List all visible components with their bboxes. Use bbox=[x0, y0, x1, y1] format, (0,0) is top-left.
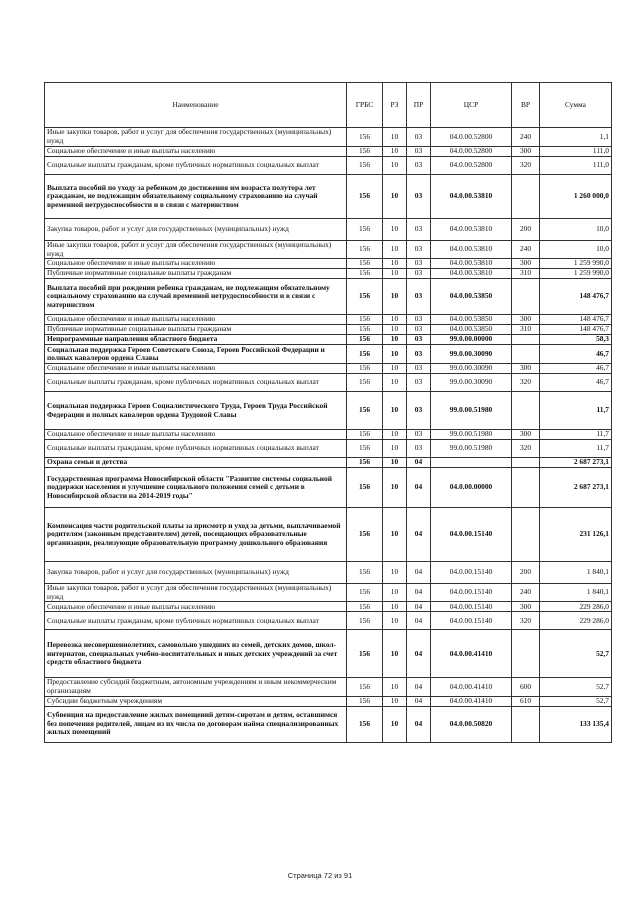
table-row bbox=[45, 392, 612, 430]
cell-sum: 148 476,7 bbox=[540, 325, 612, 335]
cell-vr: 600 bbox=[512, 678, 540, 696]
cell-vr bbox=[512, 458, 540, 468]
cell-grbs: 156 bbox=[347, 241, 383, 259]
cell-name: Социальное обеспечение и иные выплаты населению bbox=[45, 259, 347, 269]
cell-grbs: 156 bbox=[347, 128, 383, 147]
cell-name: Непрограммные направления областного бюджета bbox=[45, 335, 347, 345]
cell-name: Социальное обеспечение и иные выплаты населению bbox=[45, 430, 347, 440]
cell-grbs: 156 bbox=[347, 602, 383, 612]
cell-sum: 10,0 bbox=[540, 241, 612, 259]
header-csr: ЦСР bbox=[431, 83, 512, 128]
cell-rz: 10 bbox=[383, 374, 407, 392]
cell-vr bbox=[512, 468, 540, 508]
cell-vr: 300 bbox=[512, 259, 540, 269]
cell-rz: 10 bbox=[383, 315, 407, 325]
cell-pr: 03 bbox=[407, 279, 431, 315]
cell-grbs: 156 bbox=[347, 325, 383, 335]
cell-sum: 11,7 bbox=[540, 392, 612, 430]
cell-name: Закупка товаров, работ и услуг для государственных (муниципальных) нужд bbox=[45, 562, 347, 584]
cell-rz: 10 bbox=[383, 440, 407, 458]
cell-vr: 300 bbox=[512, 602, 540, 612]
cell-pr: 03 bbox=[407, 430, 431, 440]
cell-csr: 04.0.00.15140 bbox=[431, 508, 512, 562]
table-header-row bbox=[45, 83, 612, 128]
cell-grbs: 156 bbox=[347, 458, 383, 468]
cell-vr: 610 bbox=[512, 696, 540, 706]
cell-name: Закупка товаров, работ и услуг для государственных (муниципальных) нужд bbox=[45, 219, 347, 241]
cell-csr: 04.0.00.41410 bbox=[431, 630, 512, 678]
header-vr: ВР bbox=[512, 83, 540, 128]
table-row bbox=[45, 468, 612, 508]
cell-name: Субвенция на предоставление жилых помещений детям-сиротам и детям, оставшимся без попечения родителей, лицам из их числа по договорам найма специализированных жилых помещений bbox=[45, 706, 347, 742]
table-row bbox=[45, 602, 612, 612]
cell-name: Социальные выплаты гражданам, кроме публичных нормативных социальных выплат bbox=[45, 440, 347, 458]
cell-csr: 04.0.00.52800 bbox=[431, 128, 512, 147]
cell-grbs: 156 bbox=[347, 612, 383, 630]
cell-vr bbox=[512, 392, 540, 430]
cell-grbs: 156 bbox=[347, 279, 383, 315]
cell-name: Социальное обеспечение и иные выплаты населению bbox=[45, 602, 347, 612]
table-row bbox=[45, 241, 612, 259]
table-row bbox=[45, 315, 612, 325]
table-row bbox=[45, 508, 612, 562]
cell-sum: 11,7 bbox=[540, 440, 612, 458]
cell-csr: 04.0.00.53810 bbox=[431, 175, 512, 219]
cell-pr: 04 bbox=[407, 468, 431, 508]
cell-sum: 52,7 bbox=[540, 696, 612, 706]
cell-rz: 10 bbox=[383, 279, 407, 315]
cell-vr: 310 bbox=[512, 325, 540, 335]
cell-grbs: 156 bbox=[347, 364, 383, 374]
header-name: Наименование bbox=[45, 83, 347, 128]
cell-name: Субсидии бюджетным учреждениям bbox=[45, 696, 347, 706]
table-row bbox=[45, 440, 612, 458]
cell-csr: 04.0.00.41410 bbox=[431, 678, 512, 696]
cell-rz: 10 bbox=[383, 584, 407, 602]
cell-pr: 03 bbox=[407, 335, 431, 345]
cell-name: Социальные выплаты гражданам, кроме публичных нормативных социальных выплат bbox=[45, 374, 347, 392]
cell-csr: 04.0.00.53850 bbox=[431, 315, 512, 325]
cell-name: Публичные нормативные социальные выплаты гражданам bbox=[45, 269, 347, 279]
cell-grbs: 156 bbox=[347, 562, 383, 584]
cell-vr: 320 bbox=[512, 440, 540, 458]
cell-pr: 03 bbox=[407, 364, 431, 374]
table-row bbox=[45, 157, 612, 175]
cell-vr bbox=[512, 279, 540, 315]
table-row bbox=[45, 335, 612, 345]
cell-pr: 03 bbox=[407, 440, 431, 458]
table-row bbox=[45, 612, 612, 630]
table-row bbox=[45, 147, 612, 157]
cell-rz: 10 bbox=[383, 508, 407, 562]
table-row bbox=[45, 630, 612, 678]
cell-rz: 10 bbox=[383, 335, 407, 345]
cell-sum: 52,7 bbox=[540, 630, 612, 678]
cell-name: Выплата пособий по уходу за ребенком до достижения им возраста полутора лет гражданам, не подлежащим обязательному социальному страхованию на случай временной нетрудоспособности и в связи с материнством bbox=[45, 175, 347, 219]
cell-pr: 04 bbox=[407, 678, 431, 696]
cell-csr: 04.0.00.41410 bbox=[431, 696, 512, 706]
cell-csr: 04.0.00.53850 bbox=[431, 279, 512, 315]
cell-csr: 04.0.00.15140 bbox=[431, 612, 512, 630]
cell-name: Перевозка несовершеннолетних, самовольно ушедших из семей, детских домов, школ-интернатов, специальных учебно-воспитательных и иных детских учреждений за счет средств областного бюджета bbox=[45, 630, 347, 678]
table-row bbox=[45, 678, 612, 696]
cell-csr: 04.0.00.52800 bbox=[431, 147, 512, 157]
cell-name: Социальная поддержка Героев Советского Союза, Героев Российской Федерации и полных кавалеров ордена Славы bbox=[45, 345, 347, 364]
cell-grbs: 156 bbox=[347, 392, 383, 430]
cell-vr: 200 bbox=[512, 562, 540, 584]
budget-table bbox=[44, 82, 612, 743]
header-pr: ПР bbox=[407, 83, 431, 128]
cell-pr: 03 bbox=[407, 128, 431, 147]
table-row bbox=[45, 364, 612, 374]
cell-rz: 10 bbox=[383, 157, 407, 175]
cell-pr: 03 bbox=[407, 315, 431, 325]
cell-vr: 320 bbox=[512, 374, 540, 392]
cell-sum: 1 259 990,0 bbox=[540, 269, 612, 279]
cell-vr bbox=[512, 630, 540, 678]
cell-name: Публичные нормативные социальные выплаты гражданам bbox=[45, 325, 347, 335]
cell-vr bbox=[512, 175, 540, 219]
table-row bbox=[45, 175, 612, 219]
cell-pr: 03 bbox=[407, 374, 431, 392]
cell-pr: 03 bbox=[407, 219, 431, 241]
cell-pr: 04 bbox=[407, 458, 431, 468]
header-rz: РЗ bbox=[383, 83, 407, 128]
cell-grbs: 156 bbox=[347, 175, 383, 219]
cell-sum: 1 840,1 bbox=[540, 562, 612, 584]
cell-pr: 03 bbox=[407, 269, 431, 279]
cell-csr: 04.0.00.53810 bbox=[431, 259, 512, 269]
table-row bbox=[45, 430, 612, 440]
cell-sum: 10,0 bbox=[540, 219, 612, 241]
cell-csr: 99.0.00.00000 bbox=[431, 335, 512, 345]
cell-vr bbox=[512, 345, 540, 364]
cell-vr: 300 bbox=[512, 364, 540, 374]
cell-rz: 10 bbox=[383, 175, 407, 219]
cell-rz: 10 bbox=[383, 147, 407, 157]
cell-csr: 04.0.00.53810 bbox=[431, 219, 512, 241]
cell-csr: 99.0.00.30090 bbox=[431, 345, 512, 364]
cell-name: Иные закупки товаров, работ и услуг для обеспечения государственных (муниципальных) нужд bbox=[45, 241, 347, 259]
cell-rz: 10 bbox=[383, 241, 407, 259]
cell-grbs: 156 bbox=[347, 315, 383, 325]
budget-sheet bbox=[44, 82, 611, 743]
table-row bbox=[45, 259, 612, 269]
cell-csr: 04.0.00.53850 bbox=[431, 325, 512, 335]
cell-sum: 58,3 bbox=[540, 335, 612, 345]
table-body bbox=[45, 128, 612, 743]
cell-grbs: 156 bbox=[347, 508, 383, 562]
cell-pr: 04 bbox=[407, 706, 431, 742]
cell-rz: 10 bbox=[383, 364, 407, 374]
cell-grbs: 156 bbox=[347, 335, 383, 345]
cell-sum: 229 286,0 bbox=[540, 612, 612, 630]
cell-rz: 10 bbox=[383, 219, 407, 241]
cell-pr: 04 bbox=[407, 630, 431, 678]
cell-rz: 10 bbox=[383, 458, 407, 468]
cell-vr: 240 bbox=[512, 128, 540, 147]
cell-grbs: 156 bbox=[347, 468, 383, 508]
cell-sum: 133 135,4 bbox=[540, 706, 612, 742]
cell-rz: 10 bbox=[383, 696, 407, 706]
cell-pr: 03 bbox=[407, 325, 431, 335]
cell-csr: 04.0.00.15140 bbox=[431, 562, 512, 584]
cell-vr bbox=[512, 706, 540, 742]
cell-sum: 148 476,7 bbox=[540, 279, 612, 315]
cell-vr: 310 bbox=[512, 269, 540, 279]
cell-sum: 111,0 bbox=[540, 147, 612, 157]
cell-csr: 99.0.00.51980 bbox=[431, 430, 512, 440]
table-row bbox=[45, 696, 612, 706]
cell-csr bbox=[431, 458, 512, 468]
cell-grbs: 156 bbox=[347, 269, 383, 279]
cell-rz: 10 bbox=[383, 562, 407, 584]
cell-name: Компенсация части родительской платы за присмотр и уход за детьми, выплачиваемой родителям (законным представителям) детей, посещающих образовательные организации, реализующие образовательную программу дошкольного образования bbox=[45, 508, 347, 562]
cell-vr: 320 bbox=[512, 157, 540, 175]
cell-rz: 10 bbox=[383, 259, 407, 269]
cell-sum: 229 286,0 bbox=[540, 602, 612, 612]
cell-pr: 04 bbox=[407, 508, 431, 562]
cell-sum: 2 687 273,1 bbox=[540, 458, 612, 468]
cell-name: Иные закупки товаров, работ и услуг для обеспечения государственных (муниципальных) нужд bbox=[45, 128, 347, 147]
cell-name: Иные закупки товаров, работ и услуг для обеспечения государственных (муниципальных) нужд bbox=[45, 584, 347, 602]
cell-pr: 04 bbox=[407, 584, 431, 602]
cell-csr: 99.0.00.51980 bbox=[431, 392, 512, 430]
cell-vr: 320 bbox=[512, 612, 540, 630]
cell-sum: 1 259 990,0 bbox=[540, 259, 612, 269]
table-row bbox=[45, 325, 612, 335]
cell-name: Охрана семьи и детства bbox=[45, 458, 347, 468]
table-row bbox=[45, 219, 612, 241]
cell-pr: 04 bbox=[407, 602, 431, 612]
cell-grbs: 156 bbox=[347, 430, 383, 440]
cell-csr: 04.0.00.53810 bbox=[431, 269, 512, 279]
cell-rz: 10 bbox=[383, 430, 407, 440]
cell-vr: 300 bbox=[512, 147, 540, 157]
cell-rz: 10 bbox=[383, 269, 407, 279]
cell-pr: 04 bbox=[407, 562, 431, 584]
cell-sum: 148 476,7 bbox=[540, 315, 612, 325]
cell-grbs: 156 bbox=[347, 345, 383, 364]
cell-vr: 300 bbox=[512, 315, 540, 325]
cell-name: Предоставление субсидий бюджетным, автономным учреждениям и иным некоммерческим организациям bbox=[45, 678, 347, 696]
cell-grbs: 156 bbox=[347, 440, 383, 458]
cell-name: Социальные выплаты гражданам, кроме публичных нормативных социальных выплат bbox=[45, 612, 347, 630]
cell-name: Социальное обеспечение и иные выплаты населению bbox=[45, 147, 347, 157]
table-row bbox=[45, 562, 612, 584]
cell-name: Выплата пособий при рождении ребенка гражданам, не подлежащим обязательному социальному страхованию на случай временной нетрудоспособности и в связи с материнством bbox=[45, 279, 347, 315]
cell-vr: 240 bbox=[512, 241, 540, 259]
cell-csr: 04.0.00.52800 bbox=[431, 157, 512, 175]
cell-vr: 240 bbox=[512, 584, 540, 602]
cell-rz: 10 bbox=[383, 630, 407, 678]
header-sum: Сумма bbox=[540, 83, 612, 128]
cell-csr: 04.0.00.50820 bbox=[431, 706, 512, 742]
cell-pr: 03 bbox=[407, 345, 431, 364]
cell-rz: 10 bbox=[383, 325, 407, 335]
cell-rz: 10 bbox=[383, 345, 407, 364]
cell-sum: 231 126,1 bbox=[540, 508, 612, 562]
cell-sum: 1,1 bbox=[540, 128, 612, 147]
cell-rz: 10 bbox=[383, 678, 407, 696]
table-row bbox=[45, 584, 612, 602]
cell-pr: 04 bbox=[407, 696, 431, 706]
cell-sum: 111,0 bbox=[540, 157, 612, 175]
cell-pr: 03 bbox=[407, 392, 431, 430]
cell-grbs: 156 bbox=[347, 219, 383, 241]
cell-grbs: 156 bbox=[347, 678, 383, 696]
table-row bbox=[45, 279, 612, 315]
cell-sum: 2 687 273,1 bbox=[540, 468, 612, 508]
table-row bbox=[45, 345, 612, 364]
header-grbs: ГРБС bbox=[347, 83, 383, 128]
cell-rz: 10 bbox=[383, 602, 407, 612]
table-row bbox=[45, 128, 612, 147]
cell-csr: 04.0.00.15140 bbox=[431, 584, 512, 602]
table-row bbox=[45, 269, 612, 279]
cell-vr bbox=[512, 335, 540, 345]
cell-name: Социальное обеспечение и иные выплаты населению bbox=[45, 315, 347, 325]
table-row bbox=[45, 458, 612, 468]
cell-pr: 03 bbox=[407, 175, 431, 219]
cell-name: Социальная поддержка Героев Социалистического Труда, Героев Труда Российской Федерации и полных кавалеров ордена Трудовой Славы bbox=[45, 392, 347, 430]
cell-name: Социальное обеспечение и иные выплаты населению bbox=[45, 364, 347, 374]
cell-rz: 10 bbox=[383, 468, 407, 508]
cell-rz: 10 bbox=[383, 128, 407, 147]
cell-sum: 1 260 000,0 bbox=[540, 175, 612, 219]
table-row bbox=[45, 374, 612, 392]
cell-name: Государственная программа Новосибирской области "Развитие системы социальной поддержки населения и улучшение социального положения семей с детьми в Новосибирской области на 2014-2019 годы" bbox=[45, 468, 347, 508]
cell-grbs: 156 bbox=[347, 696, 383, 706]
cell-csr: 04.0.00.15140 bbox=[431, 602, 512, 612]
cell-sum: 1 840,1 bbox=[540, 584, 612, 602]
cell-grbs: 156 bbox=[347, 630, 383, 678]
cell-grbs: 156 bbox=[347, 157, 383, 175]
cell-sum: 46,7 bbox=[540, 374, 612, 392]
cell-grbs: 156 bbox=[347, 706, 383, 742]
cell-sum: 46,7 bbox=[540, 345, 612, 364]
cell-pr: 03 bbox=[407, 147, 431, 157]
cell-rz: 10 bbox=[383, 706, 407, 742]
cell-grbs: 156 bbox=[347, 259, 383, 269]
cell-sum: 11,7 bbox=[540, 430, 612, 440]
cell-pr: 03 bbox=[407, 157, 431, 175]
cell-csr: 99.0.00.30090 bbox=[431, 374, 512, 392]
cell-vr bbox=[512, 508, 540, 562]
cell-pr: 03 bbox=[407, 241, 431, 259]
cell-name: Социальные выплаты гражданам, кроме публичных нормативных социальных выплат bbox=[45, 157, 347, 175]
cell-csr: 04.0.00.53810 bbox=[431, 241, 512, 259]
cell-grbs: 156 bbox=[347, 374, 383, 392]
cell-sum: 52,7 bbox=[540, 678, 612, 696]
cell-grbs: 156 bbox=[347, 584, 383, 602]
cell-vr: 200 bbox=[512, 219, 540, 241]
cell-pr: 03 bbox=[407, 259, 431, 269]
page-number: Страница 72 из 91 bbox=[287, 871, 353, 880]
cell-vr: 300 bbox=[512, 430, 540, 440]
cell-csr: 04.0.00.00000 bbox=[431, 468, 512, 508]
cell-rz: 10 bbox=[383, 612, 407, 630]
table-row bbox=[45, 706, 612, 742]
cell-pr: 04 bbox=[407, 612, 431, 630]
cell-rz: 10 bbox=[383, 392, 407, 430]
cell-grbs: 156 bbox=[347, 147, 383, 157]
cell-csr: 99.0.00.30090 bbox=[431, 364, 512, 374]
cell-sum: 46,7 bbox=[540, 364, 612, 374]
cell-csr: 99.0.00.51980 bbox=[431, 440, 512, 458]
